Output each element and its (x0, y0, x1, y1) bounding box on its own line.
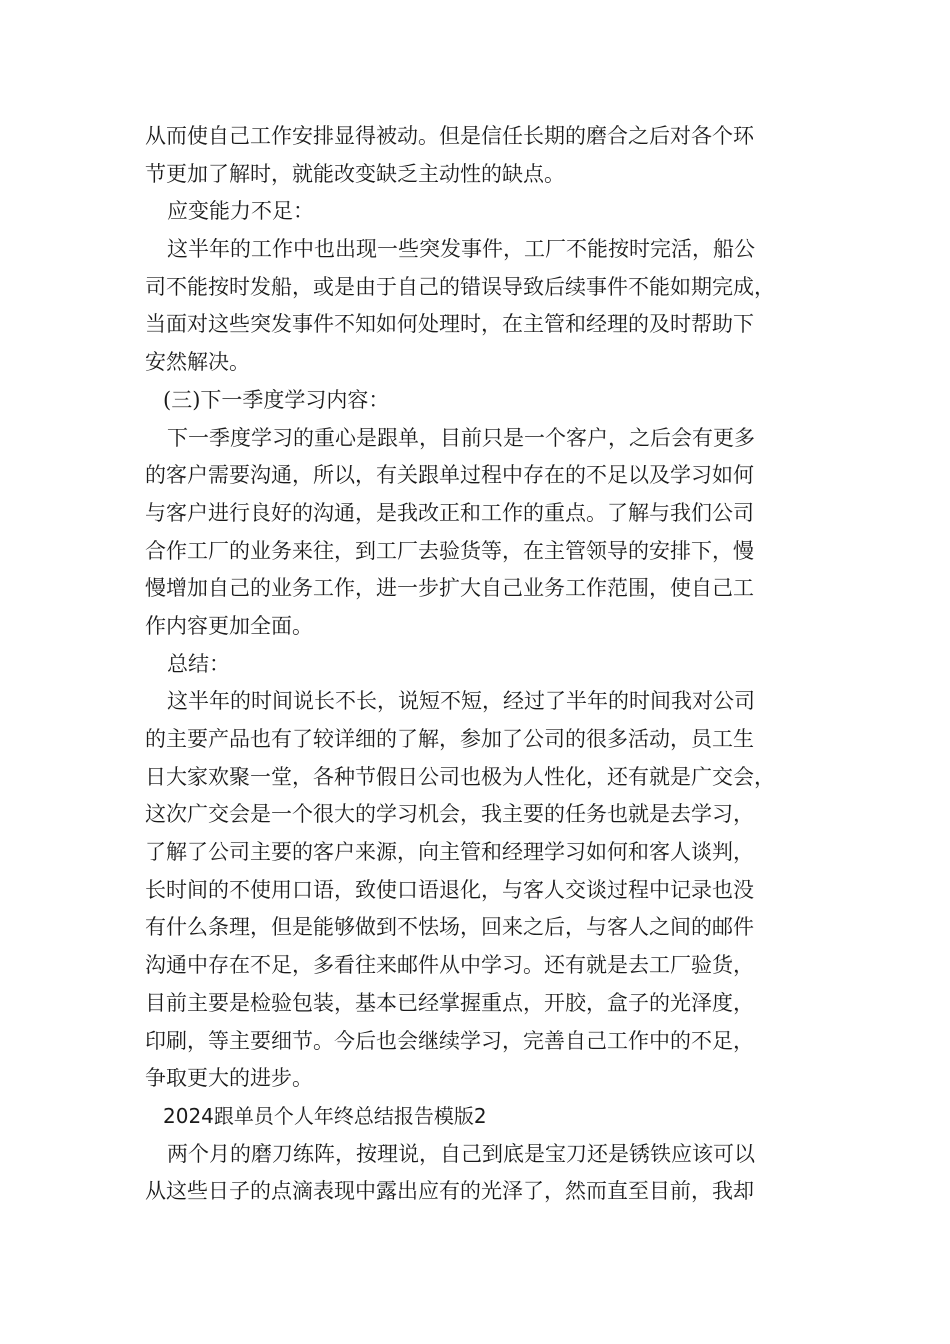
text-line: 有什么条理，但是能够做到不怯场，回来之后，与客人之间的邮件 (145, 915, 754, 940)
text-line: 这次广交会是一个很大的学习机会，我主要的任务也就是去学习， (145, 802, 754, 827)
text-line: 节更加了解时，就能改变缺乏主动性的缺点。 (145, 161, 565, 186)
text-line: 的主要产品也有了较详细的了解，参加了公司的很多活动，员工生 (145, 727, 754, 751)
text-line: 目前主要是检验包装，基本已经掌握重点，开胶，盒子的光泽度， (145, 990, 754, 1015)
section-heading: (三)下一季度学习内容： (163, 387, 390, 412)
document-body (145, 118, 825, 1211)
document-title: 2024跟单员个人年终总结报告模版2 (163, 1103, 487, 1128)
text-line: 与客户进行良好的沟通，是我改正和工作的重点。了解与我们公司 (145, 500, 754, 525)
text-line: 这半年的工作中也出现一些突发事件，工厂不能按时完活，船公 (167, 237, 755, 262)
text-line: 下一季度学习的重心是跟单，目前只是一个客户，之后会有更多 (167, 425, 755, 450)
text-line: 的客户需要沟通，所以，有关跟单过程中存在的不足以及学习如何 (145, 463, 754, 488)
text-line: 两个月的磨刀练阵，按理说，自己到底是宝刀还是锈铁应该可以 (167, 1141, 755, 1166)
text-line: 从这些日子的点滴表现中露出应有的光泽了，然而直至目前，我却 (145, 1179, 754, 1204)
text-line: 日大家欢聚一堂，各种节假日公司也极为人性化，还有就是广交会， (145, 764, 775, 789)
text-line: 长时间的不使用口语，致使口语退化，与客人交谈过程中记录也没 (145, 877, 754, 902)
text-line: 作内容更加全面。 (145, 613, 313, 638)
section-heading: 应变能力不足： (167, 199, 314, 224)
section-heading: 总结： (167, 651, 230, 676)
text-line: 争取更大的进步。 (145, 1066, 313, 1091)
text-line: 当面对这些突发事件不知如何处理时，在主管和经理的及时帮助下 (145, 312, 754, 337)
text-line: 印刷，等主要细节。今后也会继续学习，完善自己工作中的不足， (145, 1028, 754, 1053)
text-line: 司不能按时发船，或是由于自己的错误导致后续事件不能如期完成， (145, 274, 775, 299)
text-line: 沟通中存在不足，多看往来邮件从中学习。还有就是去工厂验货， (145, 953, 754, 978)
text-line: 安然解决。 (145, 350, 250, 375)
text-line: 这半年的时间说长不长，说短不短，经过了半年的时间我对公司 (167, 689, 755, 714)
text-line: 慢增加自己的业务工作，进一步扩大自己业务工作范围，使自己工 (145, 576, 754, 601)
text-line: 合作工厂的业务来往，到工厂去验货等，在主管领导的安排下，慢 (145, 538, 754, 563)
text-line: 了解了公司主要的客户来源，向主管和经理学习如何和客人谈判， (145, 840, 754, 865)
text-line: 从而使自己工作安排显得被动。但是信任长期的磨合之后对各个环 (145, 124, 754, 148)
